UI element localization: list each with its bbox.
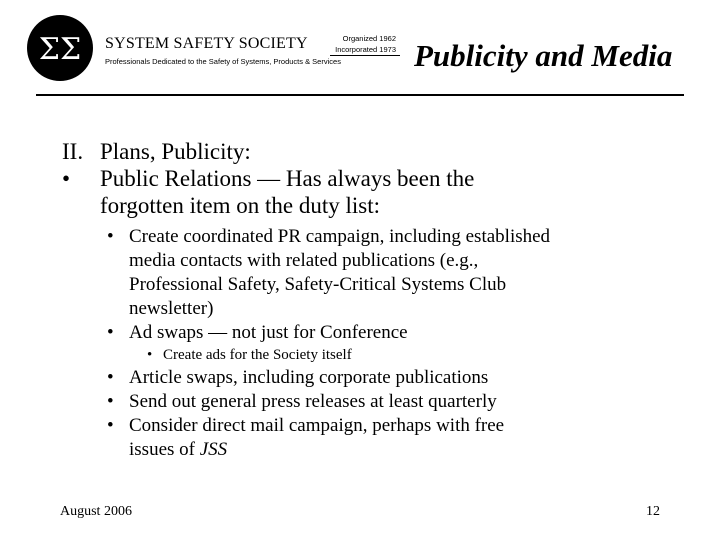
sub-sub-item-text: Create ads for the Society itself <box>163 347 352 363</box>
sub-item-line: Article swaps, including corporate publications <box>129 367 489 388</box>
logo-sigma-text: ΣΣ <box>38 32 82 67</box>
slide-title: Publicity and Media <box>414 38 673 73</box>
sub-item <box>62 321 702 345</box>
sub-sub-bullet-marker: • <box>147 347 153 363</box>
slide-content <box>62 138 702 462</box>
sub-item <box>62 366 702 390</box>
sub-item <box>62 390 702 414</box>
sub-sub-item <box>62 346 702 364</box>
sub-bullet-marker: • <box>107 226 114 247</box>
sub-bullet-marker: • <box>107 415 114 436</box>
org-tagline: Professionals Dedicated to the Safety of Systems, Products & Services <box>105 57 341 66</box>
sub-item-line: Consider direct mail campaign, perhaps with free <box>129 415 505 436</box>
heading-item <box>62 138 702 165</box>
incorporated-date: Incorporated 1973 <box>335 45 396 54</box>
journal-abbrev: JSS <box>199 439 228 460</box>
sub-item-line: Ad swaps — not just for Conference <box>129 322 408 343</box>
sub-item-line: media contacts with related publications (e.g., <box>129 250 479 271</box>
bullet-item <box>62 165 702 219</box>
society-logo <box>26 14 94 82</box>
sub-bullet-marker: • <box>107 391 114 412</box>
sub-item-line: Professional Safety, Safety-Critical Systems Club <box>129 274 507 295</box>
sub-item <box>62 414 702 462</box>
sub-bullet-marker: • <box>107 367 114 388</box>
org-dates <box>330 33 396 55</box>
sub-item <box>62 225 702 321</box>
last-line-prefix: issues of <box>129 439 200 460</box>
footer-date: August 2006 <box>60 504 132 519</box>
dates-underline <box>330 55 400 56</box>
sub-item-line: Create coordinated PR campaign, including established <box>129 226 551 247</box>
header-divider <box>36 94 684 96</box>
organized-date: Organized 1962 <box>342 34 396 43</box>
sub-bullet-marker: • <box>107 322 114 343</box>
sub-item-line: Send out general press releases at least quarterly <box>129 391 497 412</box>
heading-text: Plans, Publicity: <box>100 139 251 164</box>
page-number: 12 <box>646 504 660 519</box>
bullet-line: Public Relations — Has always been the <box>100 166 475 191</box>
sub-item-line: newsletter) <box>129 298 214 319</box>
sub-item-line <box>129 438 702 462</box>
org-name: SYSTEM SAFETY SOCIETY <box>105 35 308 52</box>
bullet-marker: • <box>62 166 71 191</box>
heading-numeral: II. <box>62 139 84 164</box>
bullet-line: forgotten item on the duty list: <box>100 193 381 218</box>
